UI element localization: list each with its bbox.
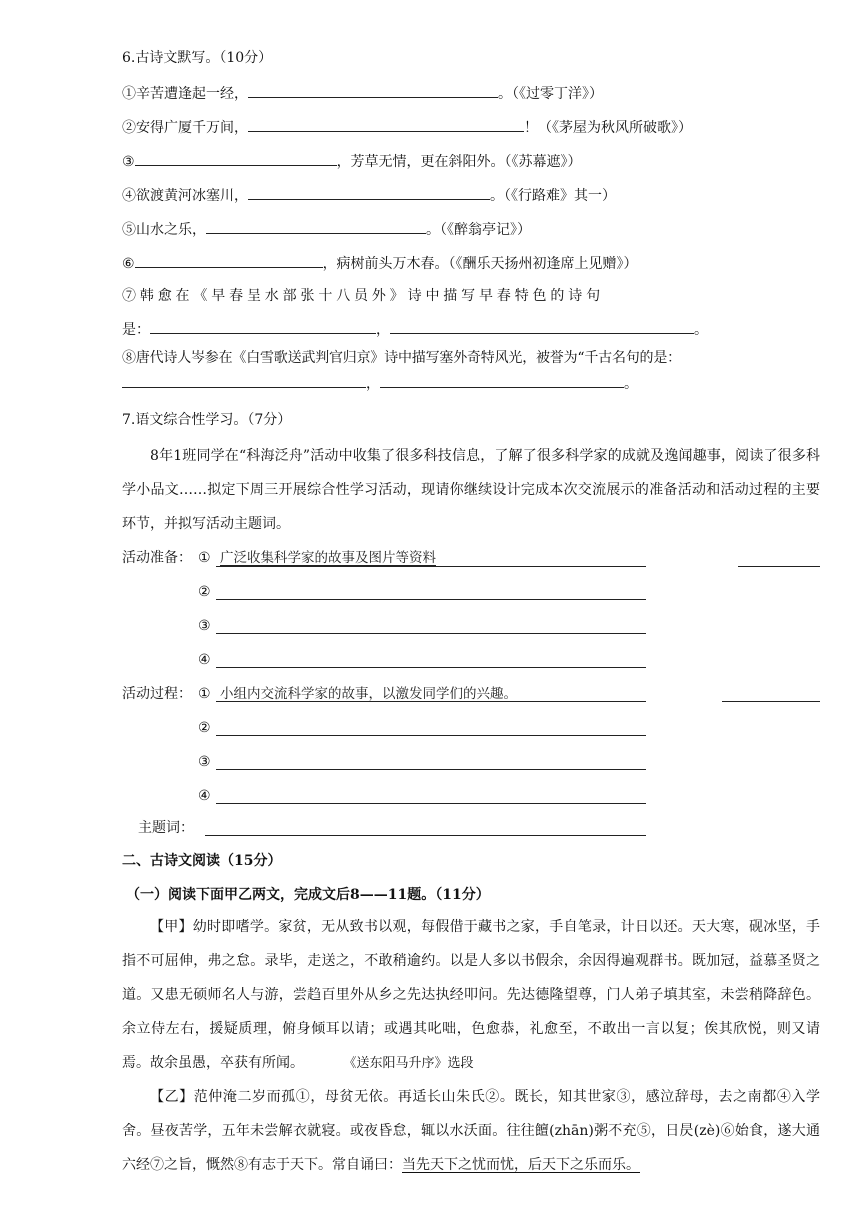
q6-item-3: [122, 150, 582, 172]
answer-line[interactable]: [216, 633, 646, 634]
q6-item-7-line1: ⑦ 韩 愈 在 《 早 春 呈 水 部 张 十 八 员 外 》 诗 中 描 写 早 春 特 色 的 诗 句: [122, 288, 600, 304]
prep-num-3: ③: [198, 618, 211, 634]
q6-item-7-prefix: 是：: [122, 322, 150, 338]
q6-item-2-suffix: ！（《茅屋为秋风所破歌》）: [524, 120, 692, 136]
prep-answer-1: 广泛收集科学家的故事及图片等资料: [220, 550, 436, 566]
passage-jia-text: 【甲】幼时即嗜学。家贫，无从致书以观，每假借于藏书之家，手自笔录，计日以还。天大寒，砚冰坚，手指不可屈伸，弗之怠。录毕，走送之，不敢稍逾约。以是人多以书假余，余因得遍观群书。既加冠，益慕圣贤之道。又患无硕师名人与游，尝趋百里外从乡之先达执经叩问。先达德隆望尊，门人弟子填其室，未尝稍降辞色。余立侍左右，援疑质理，俯身倾耳以请；或遇其叱咄，色愈恭，礼愈至，不敢出一言以复；俟其欣悦，则又请焉。故余虽愚，卒获有所闻。: [122, 919, 820, 1071]
passage-yi-quote: 当先天下之忧而忧，后天下之乐而乐。: [402, 1157, 640, 1173]
answer-line[interactable]: [216, 701, 646, 702]
answer-blank[interactable]: [135, 252, 323, 268]
q6-item-6-suffix: ，病树前头万木春。（《酬乐天扬州初逢席上见赠》）: [322, 256, 638, 272]
section2-subtitle: （一）阅读下面甲乙两文，完成文后8——11题。（11分）: [126, 887, 490, 903]
process-num-3: ③: [198, 754, 211, 770]
q6-item-8-line1: ⑧唐代诗人岑参在《白雪歌送武判官归京》诗中描写塞外奇特风光，被誉为“千古名句的是：: [122, 350, 681, 366]
q6-item-6-prefix: ⑥: [122, 256, 135, 272]
q6-item-1-prefix: ①辛苦遭逢起一经，: [122, 86, 248, 102]
process-answer-1: 小组内交流科学家的故事，以激发同学们的兴趣。: [220, 686, 517, 702]
answer-blank[interactable]: [248, 82, 498, 98]
passage-jia: [122, 910, 820, 1081]
comma: ，: [366, 376, 380, 392]
q6-title: 6.古诗文默写。（10分）: [122, 50, 273, 66]
passage-jia-source: 《送东阳马升序》选段: [350, 1056, 474, 1071]
q7-title: 7.语文综合性学习。（7分）: [122, 412, 292, 428]
answer-line[interactable]: [738, 566, 820, 567]
q6-item-4-suffix: 。（《行路难》其一）: [490, 188, 616, 204]
q6-item-4-prefix: ④欲渡黄河冰塞川，: [122, 188, 248, 204]
answer-blank[interactable]: [206, 218, 426, 234]
prep-num-1: ①: [198, 550, 211, 566]
answer-blank[interactable]: [248, 184, 490, 200]
q6-item-2: [122, 116, 692, 138]
answer-blank[interactable]: [150, 318, 376, 334]
q6-item-3-suffix: ，芳草无情，更在斜阳外。（《苏幕遮》）: [336, 154, 582, 170]
process-num-4: ④: [198, 788, 211, 804]
passage-yi-text: 【乙】范仲淹二岁而孤①，母贫无依。再适长山朱氏②。既长，知其世家③，感泣辞母，去之南都④入学舍。昼夜苦学，五年未尝解衣就寝。或夜昏怠，辄以水沃面。往往饘(zhān)粥不充⑤，日昃(zè)⑥始食，遂大通六经⑦之旨，慨然⑧有志于天下。常自诵曰：: [122, 1089, 820, 1173]
q6-item-7-line2: [122, 318, 708, 340]
process-num-1: ①: [198, 686, 211, 702]
answer-blank[interactable]: [248, 116, 524, 132]
q6-item-3-prefix: ③: [122, 154, 135, 170]
period: 。: [694, 322, 708, 338]
answer-line[interactable]: [216, 599, 646, 600]
answer-line[interactable]: [216, 667, 646, 668]
q6-item-8-line2: [122, 372, 638, 394]
process-label: 活动过程：: [122, 686, 192, 702]
answer-line[interactable]: [216, 803, 646, 804]
q6-item-4: [122, 184, 616, 206]
prep-num-2: ②: [198, 584, 211, 600]
q6-item-5: [122, 218, 531, 240]
answer-line[interactable]: [205, 835, 646, 836]
answer-line[interactable]: [216, 566, 646, 567]
answer-blank[interactable]: [390, 318, 694, 334]
q6-item-1: [122, 82, 603, 104]
process-num-2: ②: [198, 720, 211, 736]
comma: ，: [376, 322, 390, 338]
q6-item-5-prefix: ⑤山水之乐，: [122, 222, 206, 238]
answer-blank[interactable]: [122, 372, 366, 388]
prep-label: 活动准备：: [122, 550, 192, 566]
section2-title: 二、古诗文阅读（15分）: [122, 853, 282, 869]
answer-line[interactable]: [722, 701, 820, 702]
q6-item-5-suffix: 。（《醉翁亭记》）: [426, 222, 531, 238]
prep-num-4: ④: [198, 652, 211, 668]
q6-item-1-suffix: 。（《过零丁洋》）: [498, 86, 603, 102]
answer-blank[interactable]: [380, 372, 624, 388]
answer-blank[interactable]: [135, 150, 337, 166]
q7-intro: 8年1班同学在“科海泛舟”活动中收集了很多科技信息，了解了很多科学家的成就及逸闻趣事，阅读了很多科学小品文……拟定下周三开展综合性学习活动，现请你继续设计完成本次交流展示的准备活动和活动过程的主要环节，并拟写活动主题词。: [122, 448, 820, 532]
q6-item-2-prefix: ②安得广厦千万间，: [122, 120, 248, 136]
q6-item-6: [122, 252, 638, 274]
theme-label: 主题词：: [138, 820, 194, 836]
answer-line[interactable]: [216, 735, 646, 736]
passage-yi: [122, 1080, 820, 1182]
period: 。: [624, 376, 638, 392]
answer-line[interactable]: [216, 769, 646, 770]
